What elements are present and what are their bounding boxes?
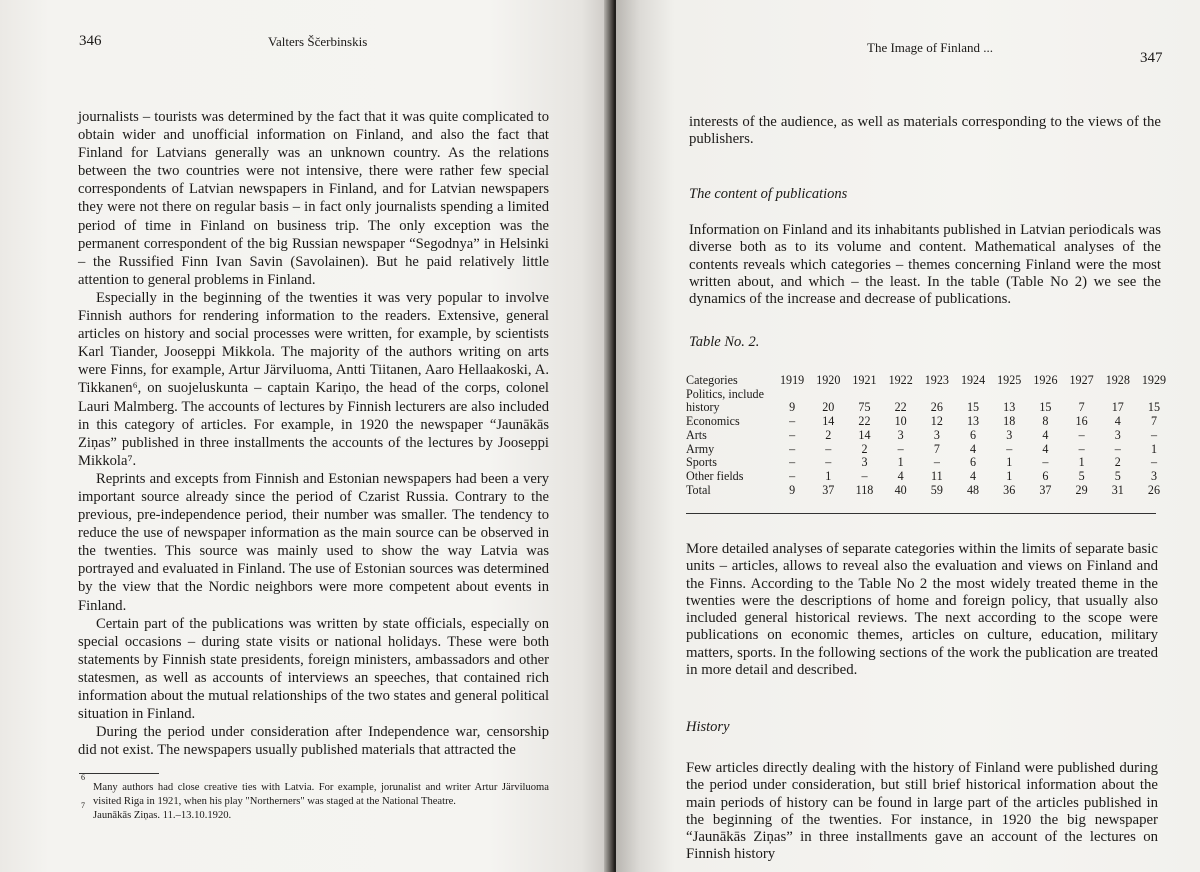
footnote-text: Jaunākās Ziņas. 11.–13.10.1920. (93, 810, 232, 821)
table-cell: 13 (966, 414, 980, 429)
section-heading: History (686, 719, 730, 735)
table-cell: 16 (1075, 414, 1088, 429)
table-cell: 6 (970, 427, 977, 442)
table-cell: 2 (861, 441, 868, 456)
paragraph: interests of the audience, as well as materials corresponding to the views of the publishers. (689, 114, 1161, 148)
table-row (686, 401, 1172, 415)
running-head: The Image of Finland ... (867, 40, 993, 55)
year-header: 1919 (780, 373, 805, 387)
table-cell: 29 (1075, 482, 1088, 497)
table-row (686, 388, 1172, 402)
table-cell: 59 (930, 482, 943, 497)
table-cell: 1 (1078, 455, 1085, 470)
paragraph: Certain part of the publications was written by state officials, especially on special occasions – during state visits or national holidays. These were both statements by Finnish state presidents, foreign ministers, ambassadors and other statesmen, as well as accounts of interviews an speeches, that contained rich information about the mutual relationships of the two states and general political situation in Finland. (78, 615, 549, 723)
table-cell (955, 388, 991, 402)
paragraph: Reprints and excepts from Finnish and Estonian newspapers had been a very important source already since the period of Czarist Russia. Contrary to the previous, pre-independence period, their number was smaller. The tendency to reduce the use of newspaper information as the main source can be observed in the twenties. This source was mainly used to show the way Latvia was portrayed and evaluated in Finland. The use of Estonian sources was determined by the view that the Nordic neighbors were more competent about events in Finland. (78, 470, 549, 614)
table-cell (846, 388, 882, 402)
table-cell: 3 (933, 427, 940, 442)
table-cell: – (933, 455, 940, 470)
table-row (686, 484, 1172, 502)
table-cell: – (861, 468, 868, 483)
table-cell (1064, 388, 1100, 402)
table-cell: 4 (970, 441, 977, 456)
section-heading: The content of publications (689, 186, 848, 202)
table-cell: 40 (894, 482, 907, 497)
paragraph: Information on Finland and its inhabitants published in Latvian periodicals was diverse both as to its volume and content. Mathematical analyses of the contents reveals which categories – themes concerning Finland were the most written about, and which – the least. In the table (Table No 2) we see the dynamics of the increase and decrease of publications. (689, 222, 1161, 308)
table-cell: 20 (822, 400, 835, 415)
table-cell: – (1150, 455, 1157, 470)
table-cell: 22 (894, 400, 907, 415)
table-cell: 4 (970, 468, 977, 483)
year-header: 1924 (960, 373, 986, 387)
table-cell (1027, 388, 1063, 402)
table-cell: 6 (1042, 468, 1049, 483)
table-cell: 1 (897, 455, 904, 470)
table-cell: – (789, 468, 796, 483)
table-cell: – (825, 441, 832, 456)
table-caption: Table No. 2. (689, 334, 760, 350)
table-cell: 7 (933, 441, 940, 456)
table-row (686, 443, 1172, 457)
table-cell: 5 (1114, 468, 1121, 483)
table-cell: 14 (858, 427, 871, 442)
table-cell: 7 (1078, 400, 1085, 415)
table-row (686, 415, 1172, 429)
table-row (686, 470, 1172, 484)
table-cell: 1 (1006, 468, 1013, 483)
year-header: 1923 (924, 373, 949, 387)
footnote: 7 Jaunākās Ziņas. 11.–13.10.1920. (81, 801, 232, 821)
table-cell: 31 (1111, 482, 1124, 497)
table-cell (991, 388, 1027, 402)
table-row (686, 456, 1172, 470)
table-cell: 4 (1114, 414, 1121, 429)
table-cell: – (825, 455, 832, 470)
table-cell: 37 (1039, 482, 1052, 497)
table-cell: – (897, 441, 904, 456)
table-cell: – (789, 441, 796, 456)
year-header: 1929 (1141, 373, 1167, 387)
paragraph: During the period under consideration after Independence war, censorship did not exist. The newspapers usually published materials that attracted the (78, 724, 549, 759)
intro-text (689, 114, 1161, 149)
year-header: 1921 (852, 373, 877, 387)
table-cell (774, 388, 810, 402)
table-cell: 1 (1150, 441, 1157, 456)
table-cell: 15 (1039, 400, 1052, 415)
paragraph: Especially in the beginning of the twenties it was very popular to involve Finnish authors for rendering information to the readers. Extensive, general articles on history and social processes were written, for example, by scientists Karl Tiander, Jooseppi Mikkola. The majority of the authors writing on arts were Finns, for example, Artur Järviluoma, Antti Tiitanen, Aaro Hellaakoski, A. Tikkanen⁶, on suojeluskunta – captain Kariņo, the head of the corps, colonel Lauri Malmberg. The accounts of lectures by Finnish lecturers are also included in this category of articles. For example, in 1920 the newspaper “Jaunākās Ziņas” published in three installments the accounts of the lectures by Jooseppi Mikkola⁷. (78, 289, 549, 469)
table-cell: – (789, 427, 796, 442)
running-head: Valters Ščerbinskis (268, 34, 368, 49)
data-table (686, 374, 1172, 501)
table-cell: 14 (822, 414, 835, 429)
table-cell: 3 (1114, 427, 1121, 442)
row-label: history (686, 400, 720, 415)
table-row (686, 429, 1172, 443)
year-header: 1925 (997, 373, 1022, 387)
table-cell: 48 (966, 482, 980, 497)
table-cell: 9 (789, 400, 796, 415)
table-cell: 9 (789, 482, 796, 497)
table-cell: – (1006, 441, 1013, 456)
year-header: 1927 (1069, 373, 1094, 387)
table-cell: 118 (855, 482, 874, 497)
table-cell: 1 (825, 468, 832, 483)
column-header: Categories (686, 373, 738, 387)
table-cell: 2 (825, 427, 832, 442)
table-cell: – (1114, 441, 1121, 456)
table-cell: 3 (897, 427, 904, 442)
row-label: Arts (686, 427, 707, 442)
row-label: Politics, include (686, 386, 764, 401)
footnote-divider (79, 773, 159, 774)
table-cell: 17 (1111, 400, 1124, 415)
row-label: Sports (686, 455, 717, 470)
year-header: 1920 (816, 373, 841, 387)
table-cell: – (789, 414, 796, 429)
table-cell: 4 (897, 468, 904, 483)
table-cell (919, 388, 955, 402)
table-cell: 15 (966, 400, 980, 415)
footnote-text: Many authors had close creative ties with Latvia. For example, jorunalist and writer Artur Järviluoma visited Riga in 1921, when his play "Northerners" was staged at the National Theatre. (93, 782, 549, 807)
table-cell: – (1150, 427, 1157, 442)
year-header: 1922 (888, 373, 913, 387)
table-cell: 11 (931, 468, 943, 483)
table-cell: 3 (1006, 427, 1013, 442)
table-cell: – (1042, 455, 1049, 470)
footnotes (79, 773, 549, 823)
table-cell: 75 (858, 400, 871, 415)
table-cell: 3 (861, 455, 868, 470)
table-cell: 37 (822, 482, 835, 497)
row-label: Total (686, 482, 711, 497)
row-label: Army (686, 441, 715, 456)
table-cell: 4 (1042, 427, 1049, 442)
section-text (689, 222, 1161, 308)
table-cell: 18 (1003, 414, 1016, 429)
table-cell: 7 (1150, 414, 1157, 429)
table-cell: 5 (1078, 468, 1085, 483)
table-cell: – (1078, 427, 1085, 442)
section-text (686, 760, 1158, 864)
page-number: 347 (1140, 50, 1163, 66)
table-cell: 26 (930, 400, 943, 415)
table-cell: 2 (1114, 455, 1121, 470)
table-cell: 6 (970, 455, 977, 470)
year-header: 1928 (1105, 373, 1130, 387)
table-cell: 22 (858, 414, 871, 429)
table-bottom-rule (686, 513, 1156, 514)
body-text (78, 108, 549, 759)
year-header: 1926 (1033, 373, 1058, 387)
paragraph: Few articles directly dealing with the history of Finland were published during the period under consideration, but still brief historical information about the main periods of history can be found in large part of the articles published in the beginning of the twenties. For instance, in 1920 the big newspaper “Jaunākās Ziņas” in three installments gave an account of the lectures on Finnish history (686, 760, 1158, 863)
table-cell (1136, 388, 1172, 402)
row-label: Economics (686, 414, 740, 429)
table-cell: 36 (1003, 482, 1016, 497)
table-cell: 8 (1042, 414, 1049, 429)
table-cell: 4 (1042, 441, 1049, 456)
table-cell (810, 388, 846, 402)
table-cell: 15 (1147, 400, 1161, 415)
table-cell: 10 (894, 414, 907, 429)
table-cell: 13 (1003, 400, 1016, 415)
table-cell: 26 (1147, 482, 1161, 497)
table-cell: 12 (930, 414, 943, 429)
paragraph: More detailed analyses of separate categories within the limits of separate basic units – articles, allows to reveal also the evaluation and views on Finland and the Finns. According to the Table No 2 the most widely treated theme in the twenties were the descriptions of home and foreign policy, that usually also included general historical reviews. The next according to the scope were publications on economic themes, articles on culture, education, military matters, sports. In the following sections of the work the publication are treated in more detail and described. (686, 541, 1158, 679)
row-label: Other fields (686, 468, 744, 483)
table-cell (883, 388, 919, 402)
paragraph: journalists – tourists was determined by the fact that it was quite complicated to obtain wider and unofficial information on Finland, and also the fact that Finland for Latvians generally was an unknown country. As the relations between the two countries were not intensive, there were rather few special correspondents of Latvian newspapers in Finland, and for Latvian newspapers they were not there on regular basis – in fact only journalists spending a limited period of time in Finland on business trip. The only exception was the permanent correspondent of the big Russian newspaper “Segodnya” in Helsinki – the Russified Finn Ivan Savin (Savolainen). But he paid relatively little attention to general problems in Finland. (78, 109, 549, 288)
table-header-row (686, 374, 1172, 388)
page-number: 346 (79, 33, 102, 49)
table-cell: – (1078, 441, 1085, 456)
section-text (686, 541, 1158, 679)
table-cell: – (789, 455, 796, 470)
table-cell: 3 (1150, 468, 1157, 483)
table-cell: 1 (1006, 455, 1013, 470)
table-cell (1100, 388, 1136, 402)
footnote: 6 Many authors had close creative ties with Latvia. For example, jorunalist and writer Artur Järviluoma visited Riga in 1921, when his play "Northerners" was staged at the National Theatre. (81, 773, 549, 807)
